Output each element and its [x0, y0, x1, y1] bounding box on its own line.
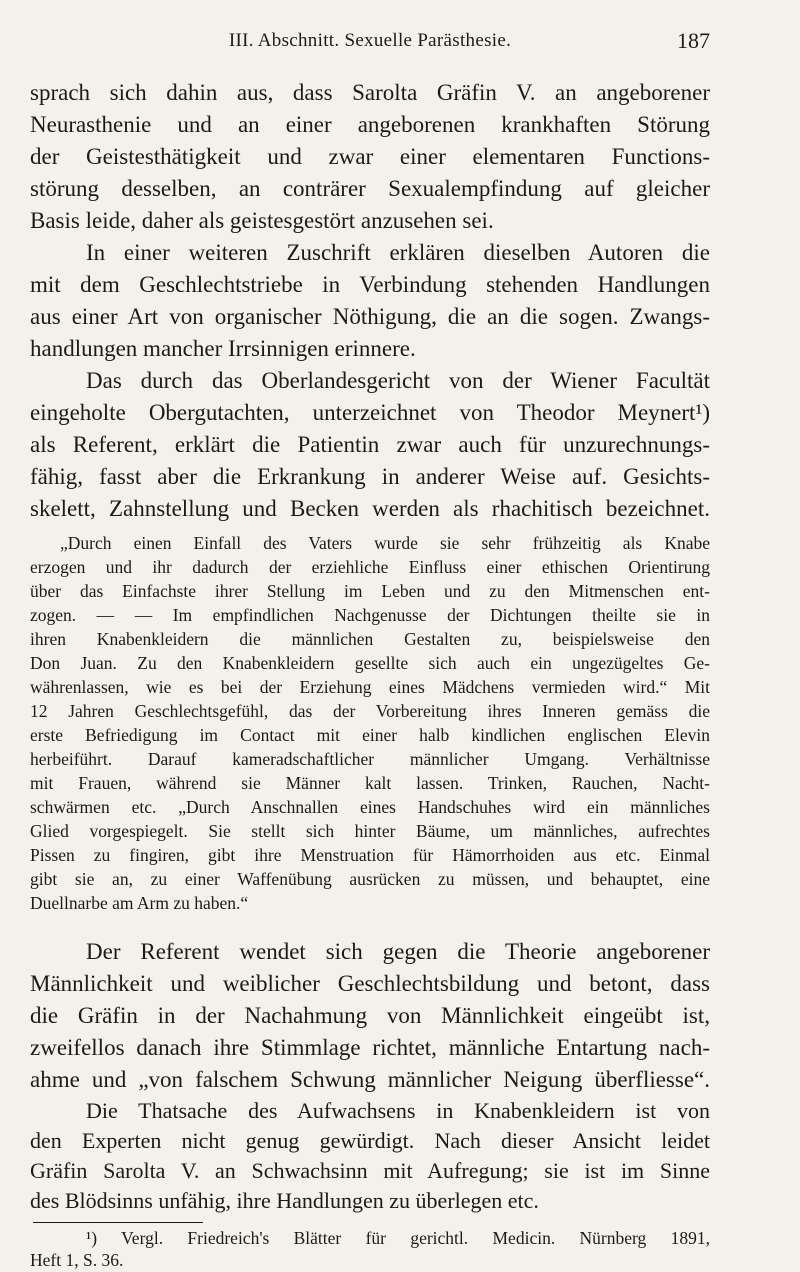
text-line: Gräfin Sarolta V. an Schwachsinn mit Aufregung; sie ist im Sinne — [30, 1158, 710, 1183]
page-number: 187 — [677, 28, 710, 53]
text-line: Männlichkeit und weiblicher Geschlechtsbildung und betont, dass — [30, 971, 710, 996]
quote-line: zogen. — — Im empfindlichen Nachgenusse der Dichtungen theilte sie in — [30, 605, 710, 625]
quote-line: ihren Knabenkleidern die männlichen Gestalten zu, beispielsweise den — [30, 629, 710, 649]
text-line: fähig, fasst aber die Erkrankung in anderer Weise auf. Gesichts- — [30, 464, 710, 489]
text-line: In einer weiteren Zuschrift erklären dieselben Autoren die — [86, 240, 710, 265]
text-line: störung desselben, an conträrer Sexualempfindung auf gleicher — [30, 176, 710, 201]
quote-line: Pissen zu fingiren, gibt ihre Menstruation für Hämorrhoiden aus etc. Einmal — [30, 845, 710, 865]
quote-line: Glied vorgespiegelt. Sie stellt sich hinter Bäume, um männliches, aufrechtes — [30, 821, 710, 841]
quote-line: mit Frauen, während sie Männer kalt lassen. Trinken, Rauchen, Nacht- — [30, 773, 710, 793]
text-line: Basis leide, daher als geistesgestört anzusehen sei. — [30, 208, 494, 233]
text-line: skelett, Zahnstellung und Becken werden als rhachitisch bezeichnet. — [30, 496, 710, 521]
text-line: Das durch das Oberlandesgericht von der Wiener Facultät — [86, 368, 710, 393]
quote-line: „Durch einen Einfall des Vaters wurde sie sehr frühzeitig als Knabe — [60, 533, 710, 553]
text-line: ahme und „von falschem Schwung männlicher Neigung überfliesse“. — [30, 1067, 710, 1092]
quote-line: Duellnarbe am Arm zu haben.“ — [30, 893, 249, 913]
quote-line: gibt sie an, zu einer Waffenübung ausrücken zu müssen, und behauptet, eine — [30, 869, 710, 889]
text-line: Die Thatsache des Aufwachsens in Knabenkleidern ist von — [86, 1098, 710, 1123]
text-line: sprach sich dahin aus, dass Sarolta Gräfin V. an angeborener — [30, 80, 710, 105]
quote-line: erste Befriedigung im Contact mit einer halb kindlichen englischen Elevin — [30, 725, 710, 745]
text-line: der Geistesthätigkeit und zwar einer elementaren Functions- — [30, 144, 710, 169]
text-line: die Gräfin in der Nachahmung von Männlichkeit eingeübt ist, — [30, 1003, 710, 1028]
quote-line: schwärmen etc. „Durch Anschnallen eines Handschuhes wird ein männliches — [30, 797, 710, 817]
text-line: aus einer Art von organischer Nöthigung, die an die sogen. Zwangs- — [30, 304, 710, 329]
text-line: handlungen mancher Irrsinnigen erinnere. — [30, 336, 416, 361]
footnote-line: Heft 1, S. 36. — [30, 1250, 124, 1270]
text-line: Der Referent wendet sich gegen die Theorie angeborener — [86, 939, 710, 964]
text-line: eingeholte Obergutachten, unterzeichnet von Theodor Meynert¹) — [30, 400, 710, 425]
text-line: als Referent, erklärt die Patientin zwar auch für unzurechnungs- — [30, 432, 710, 457]
quote-line: währenlassen, wie es bei der Erziehung eines Mädchens vermieden wird.“ Mit — [30, 677, 710, 697]
text-line: Neurasthenie und an einer angeborenen krankhaften Störung — [30, 112, 710, 137]
quote-line: 12 Jahren Geschlechtsgefühl, das der Vorbereitung ihres Inneren gemäss die — [30, 701, 710, 721]
text-line: des Blödsinns unfähig, ihre Handlungen zu überlegen etc. — [30, 1188, 539, 1213]
footnote-line: ¹) Vergl. Friedreich's Blätter für gerichtl. Medicin. Nürnberg 1891, — [86, 1228, 710, 1248]
text-line: zweifellos danach ihre Stimmlage richtet, männliche Entartung nach- — [30, 1035, 710, 1060]
quote-line: erzogen und ihr dadurch der erziehliche Einfluss einer ethischen Orientirung — [30, 557, 710, 577]
quote-line: Don Juan. Zu den Knabenkleidern gesellte sich auch ein ungezügeltes Ge- — [30, 653, 710, 673]
text-line: mit dem Geschlechtstriebe in Verbindung stehenden Handlungen — [30, 272, 710, 297]
text-line: den Experten nicht genug gewürdigt. Nach dieser Ansicht leidet — [30, 1128, 710, 1153]
footnote-rule — [33, 1222, 203, 1223]
running-title: III. Abschnitt. Sexuelle Parästhesie. — [228, 30, 512, 51]
running-header — [30, 30, 710, 60]
quote-line: herbeiführt. Darauf kameradschaftlicher männlicher Umgang. Verhältnisse — [30, 749, 710, 769]
quote-line: über das Einfachste ihrer Stellung im Leben und zu den Mitmenschen ent- — [30, 581, 710, 601]
